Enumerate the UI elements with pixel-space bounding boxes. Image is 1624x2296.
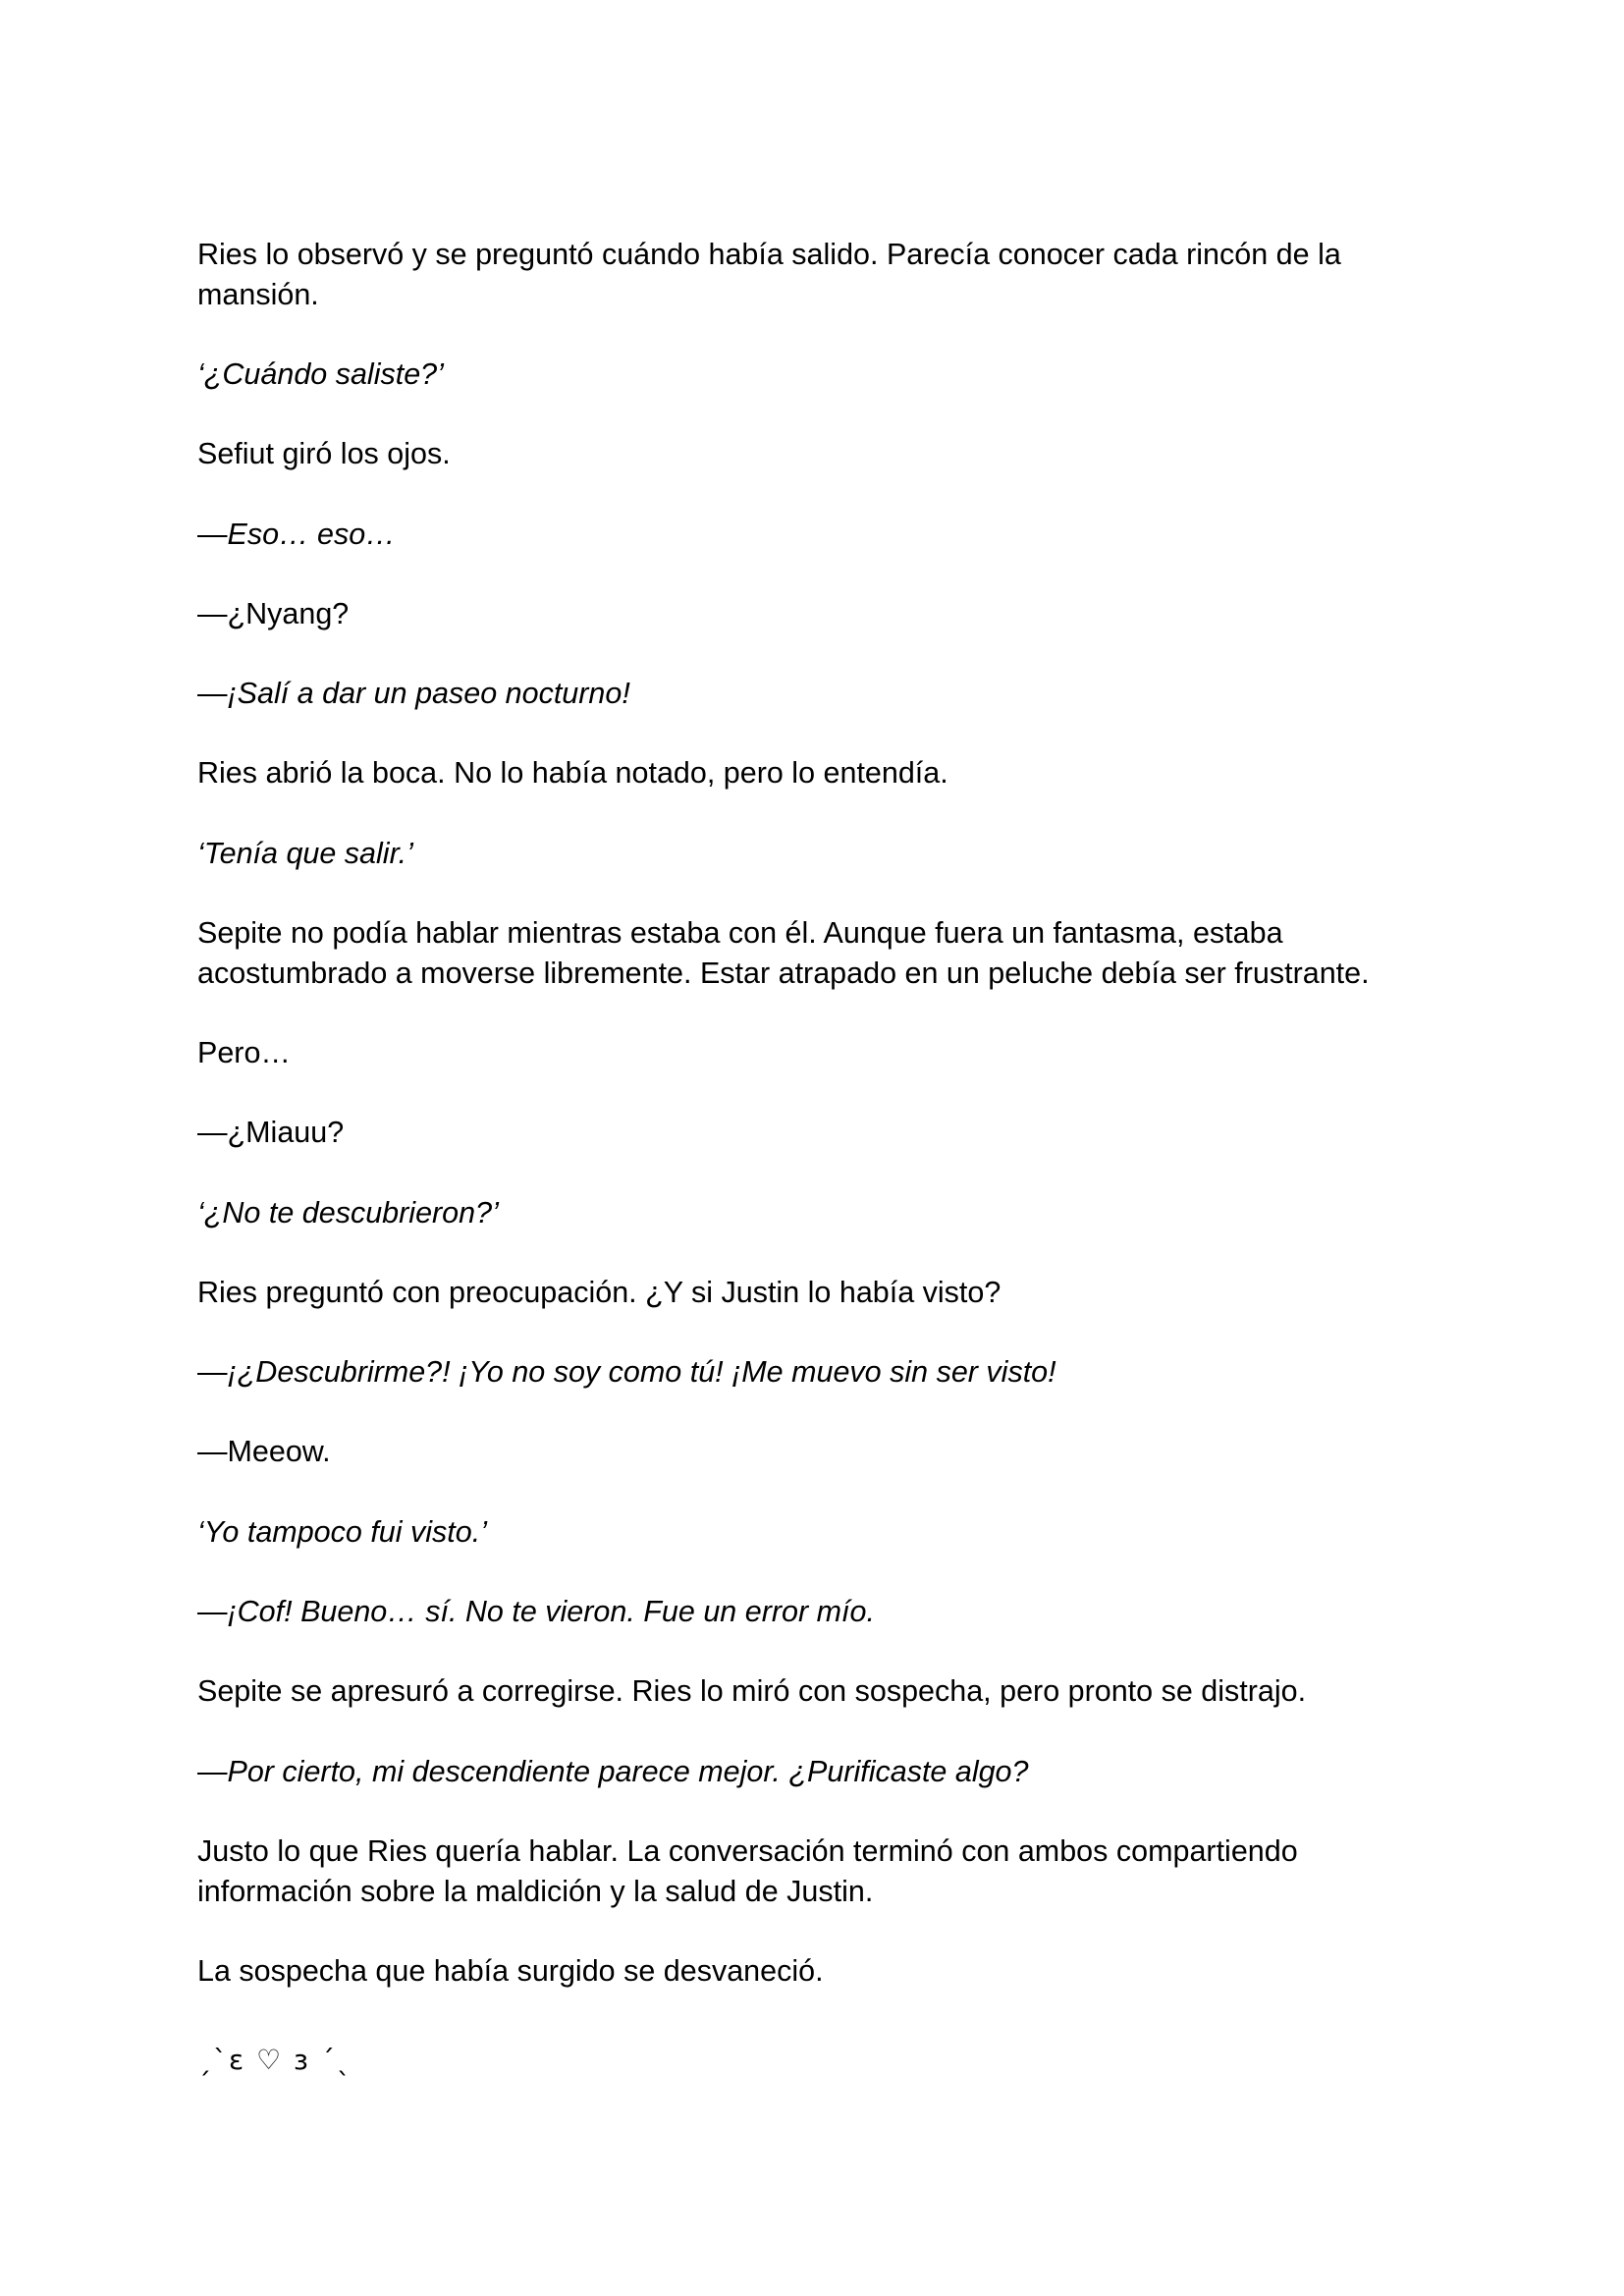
paragraph-text: ‘¿No te descubrieron?’ [197, 1195, 499, 1230]
paragraph-text: —Meeow. [197, 1435, 331, 1469]
paragraph-line: Justo lo que Ries quería hablar. La conversación terminó con ambos compartiendo [197, 1833, 1298, 1868]
thought-paragraph [197, 834, 1429, 874]
dialogue-paragraph [197, 1432, 1429, 1472]
thought-paragraph [197, 1512, 1429, 1553]
paragraph-text: ‘Yo tampoco fui visto.’ [197, 1514, 487, 1549]
paragraph-text: ‘¿Cuándo saliste?’ [197, 356, 444, 391]
paragraph-text: ‘Tenía que salir.’ [197, 836, 413, 870]
dialogue-dash: — [197, 1595, 228, 1629]
dialogue-text: Por cierto, mi descendiente parece mejor. ¿Purificaste algo? [227, 1754, 1029, 1788]
paragraph-line: Sepite no podía hablar mientras estaba con él. Aunque fuera un fantasma, estaba [197, 916, 1283, 951]
document-body [197, 235, 1429, 2090]
thought-paragraph [197, 1193, 1429, 1233]
paragraph-line: acostumbrado a moverse libremente. Estar atrapado en un peluche debía ser frustrante. [197, 956, 1370, 990]
paragraph-line: mansión. [197, 277, 319, 311]
dialogue-dash: — [197, 1355, 228, 1390]
ornament-divider: ˏˋε ♡ з ˊˎ [197, 2044, 352, 2077]
paragraph-text: Ries abrió la boca. No lo había notado, pero lo entendía. [197, 756, 948, 791]
dialogue-text: Eso… eso… [227, 517, 396, 551]
paragraph-text: La sospecha que había surgido se desvaneció. [197, 1953, 824, 1988]
paragraph [197, 753, 1429, 793]
paragraph [197, 1831, 1429, 1911]
paragraph-line: Ries lo observó y se preguntó cuándo había salido. Parecía conocer cada rincón de la [197, 238, 1341, 271]
paragraph [197, 1273, 1429, 1313]
paragraph-text: Sepite se apresuró a corregirse. Ries lo miró con sospecha, pero pronto se distrajo. [197, 1674, 1307, 1709]
paragraph-line: información sobre la maldición y la salud de Justin. [197, 1874, 874, 1908]
paragraph [197, 1951, 1429, 1992]
dialogue-dash: — [197, 517, 228, 551]
paragraph-text: —¿Miauu? [197, 1116, 345, 1150]
paragraph-text: Ries preguntó con preocupación. ¿Y si Justin lo había visto? [197, 1275, 1001, 1309]
paragraph-text: —¿Nyang? [197, 596, 350, 630]
dialogue-paragraph [197, 1113, 1429, 1153]
paragraph [197, 1033, 1429, 1073]
dialogue-text: ¡Cof! Bueno… sí. No te vieron. Fue un error mío. [227, 1595, 875, 1629]
dialogue-paragraph [197, 1592, 1429, 1632]
dialogue-dash: — [197, 677, 228, 711]
dialogue-paragraph [197, 594, 1429, 634]
paragraph-text: Sefiut giró los ojos. [197, 437, 451, 471]
paragraph [197, 434, 1429, 474]
dialogue-paragraph [197, 515, 1429, 555]
paragraph-text: Pero… [197, 1035, 291, 1069]
dialogue-paragraph [197, 1352, 1429, 1393]
paragraph [197, 235, 1429, 314]
paragraph [197, 1671, 1429, 1712]
dialogue-text: ¡¿Descubrirme?! ¡Yo no soy como tú! ¡Me muevo sin ser visto! [227, 1355, 1056, 1390]
dialogue-paragraph [197, 1752, 1429, 1792]
dialogue-dash: — [197, 1754, 228, 1788]
thought-paragraph [197, 355, 1429, 395]
dialogue-text: ¡Salí a dar un paseo nocturno! [227, 677, 630, 711]
dialogue-paragraph [197, 674, 1429, 714]
paragraph [197, 913, 1429, 993]
